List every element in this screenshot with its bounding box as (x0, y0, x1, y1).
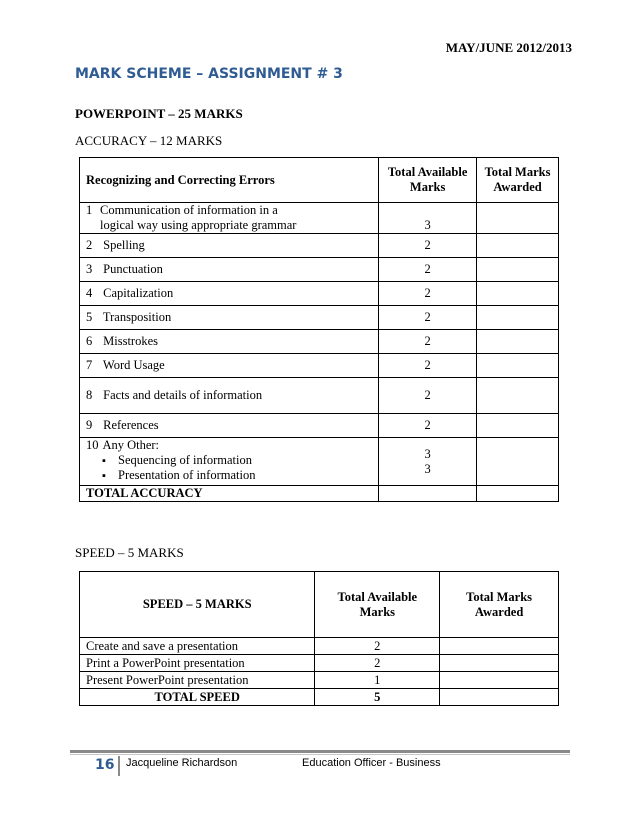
available-marks: 2 (379, 282, 477, 306)
awarded-marks (440, 638, 559, 655)
table-row (80, 672, 559, 689)
page-title: MARK SCHEME – ASSIGNMENT # 3 (75, 66, 343, 82)
speed-heading: SPEED – 5 MARKS (75, 545, 184, 560)
criterion-label: Communication of information in a (100, 203, 278, 217)
footer-author: Jacqueline Richardson (126, 757, 238, 769)
criterion-cell (80, 203, 379, 234)
table-row (80, 282, 559, 306)
criterion-label: Word Usage (102, 358, 165, 372)
criterion-label: Spelling (103, 238, 145, 252)
total-row (80, 689, 559, 706)
speed-table (79, 571, 559, 706)
table-row (80, 234, 559, 258)
task-label: Print a PowerPoint presentation (80, 655, 315, 672)
row-number: 1 (86, 203, 93, 217)
available-marks: 2 (379, 378, 477, 414)
row-number: 4 (86, 286, 93, 300)
available-marks: 3 (379, 203, 477, 234)
criterion-cell (80, 306, 379, 330)
awarded-marks (477, 282, 559, 306)
available-marks: 2 (379, 258, 477, 282)
header-session: MAY/JUNE 2012/2013 (445, 40, 572, 55)
criterion-label-continued: logical way using appropriate grammar (100, 218, 297, 232)
table-row (80, 655, 559, 672)
criterion-cell (80, 330, 379, 354)
total-awarded (477, 486, 559, 502)
table-header-row (80, 572, 559, 638)
footer-divider-thin (70, 754, 570, 755)
column-header: Total Available Marks (379, 158, 477, 203)
row-number: 6 (86, 334, 93, 348)
criterion-cell (80, 378, 379, 414)
footer-role: Education Officer - Business (302, 757, 441, 769)
table-row (80, 638, 559, 655)
criterion-label: Punctuation (103, 262, 163, 276)
table-row (80, 203, 559, 234)
awarded-marks (477, 330, 559, 354)
table-row (80, 378, 559, 414)
task-label: Present PowerPoint presentation (80, 672, 315, 689)
available-marks: 2 (379, 354, 477, 378)
row-number: 3 (86, 262, 93, 276)
awarded-marks (477, 203, 559, 234)
criterion-label: Misstrokes (103, 334, 158, 348)
total-label: TOTAL SPEED (80, 689, 315, 706)
awarded-marks (440, 655, 559, 672)
table-header-row (80, 158, 559, 203)
footer-separator (118, 756, 120, 776)
criterion-cell (80, 234, 379, 258)
bullet-item: ▪ Presentation of information (86, 468, 372, 483)
criterion-label: Any Other: (102, 438, 160, 452)
criterion-cell (80, 258, 379, 282)
footer-divider (70, 750, 570, 753)
available-marks-value: 3 (424, 461, 431, 476)
column-header: SPEED – 5 MARKS (80, 572, 315, 638)
awarded-marks (477, 306, 559, 330)
criterion-cell (80, 282, 379, 306)
criterion-label: References (103, 418, 159, 432)
column-header: Recognizing and Correcting Errors (80, 158, 379, 203)
row-number: 10 (86, 438, 99, 452)
page-number: 16 (95, 757, 115, 773)
task-label: Create and save a presentation (80, 638, 315, 655)
table-row (80, 330, 559, 354)
criterion-cell (80, 438, 379, 486)
column-header: Total Available Marks (315, 572, 440, 638)
total-row (80, 486, 559, 502)
available-marks: 2 (315, 655, 440, 672)
available-marks: 1 (315, 672, 440, 689)
awarded-marks (477, 354, 559, 378)
row-number: 5 (86, 310, 93, 324)
table-row (80, 306, 559, 330)
criterion-label: Capitalization (103, 286, 174, 300)
criterion-label: Transposition (102, 310, 172, 324)
available-marks: 2 (379, 234, 477, 258)
table-row (80, 414, 559, 438)
awarded-marks (477, 414, 559, 438)
total-awarded (440, 689, 559, 706)
available-marks: 2 (379, 330, 477, 354)
table-row (80, 258, 559, 282)
row-number: 9 (86, 418, 93, 432)
available-marks: 2 (315, 638, 440, 655)
row-number: 7 (86, 358, 93, 372)
table-row (80, 354, 559, 378)
column-header: Total Marks Awarded (440, 572, 559, 638)
available-marks-value: 3 (424, 446, 431, 461)
criterion-cell (80, 414, 379, 438)
total-available (379, 486, 477, 502)
total-label: TOTAL ACCURACY (80, 486, 379, 502)
row-number: 2 (86, 238, 93, 252)
section-heading: POWERPOINT – 25 MARKS (75, 106, 243, 121)
accuracy-heading: ACCURACY – 12 MARKS (75, 133, 223, 148)
table-row (80, 438, 559, 486)
awarded-marks (477, 234, 559, 258)
row-number: 8 (86, 388, 93, 402)
available-marks: 2 (379, 306, 477, 330)
available-marks: 2 (379, 414, 477, 438)
criterion-cell (80, 354, 379, 378)
awarded-marks (440, 672, 559, 689)
awarded-marks (477, 438, 559, 486)
available-marks (379, 438, 477, 486)
column-header: Total Marks Awarded (477, 158, 559, 203)
total-available: 5 (315, 689, 440, 706)
awarded-marks (477, 258, 559, 282)
bullet-item: ▪ Sequencing of information (86, 453, 372, 468)
accuracy-table (79, 157, 559, 502)
criterion-label: Facts and details of information (103, 388, 263, 402)
awarded-marks (477, 378, 559, 414)
